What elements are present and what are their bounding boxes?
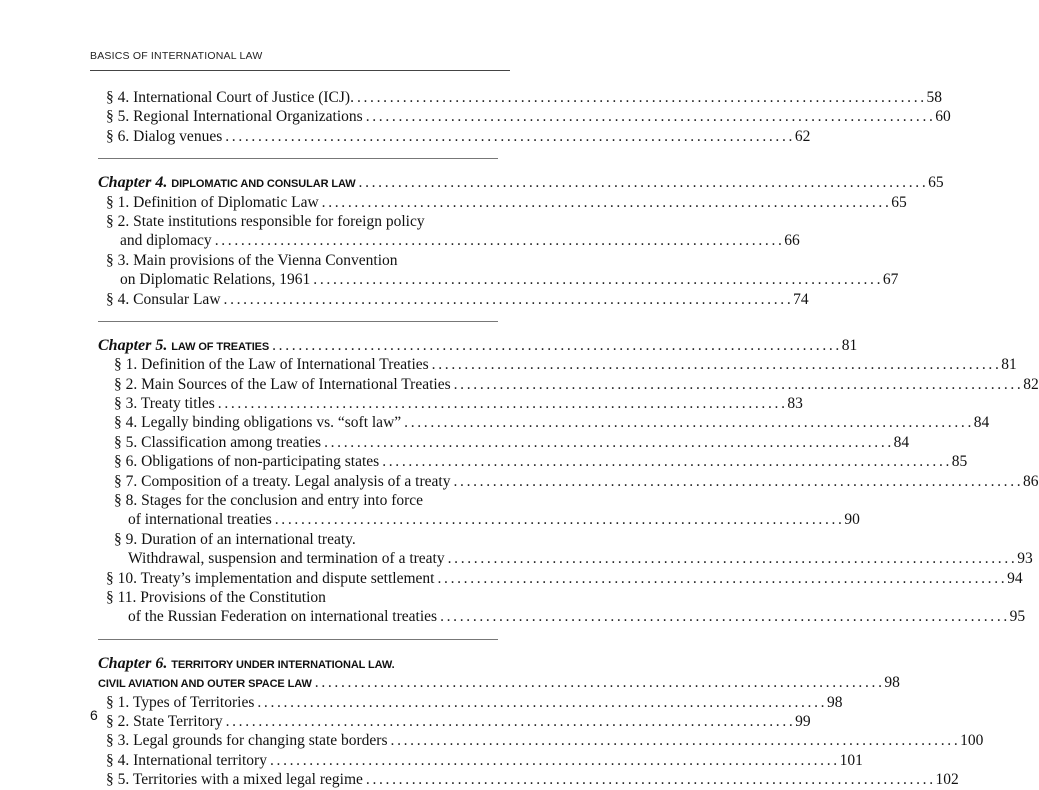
toc-entry[interactable] [98, 549, 1033, 568]
chapter-4-heading[interactable] [98, 173, 944, 192]
toc-entry-page: 101 [839, 751, 863, 769]
toc-leader [454, 375, 1021, 394]
toc-entry[interactable] [98, 88, 943, 107]
toc-entry[interactable] [98, 433, 910, 452]
toc-leader [218, 394, 785, 413]
toc-entry-title: § 4. Consular Law [106, 290, 221, 308]
toc-entry[interactable] [98, 290, 809, 309]
toc-entry-page: 84 [893, 433, 910, 451]
toc-entry[interactable] [98, 693, 843, 712]
toc-leader [226, 712, 793, 731]
toc-entry-line[interactable] [98, 491, 498, 510]
toc-leader [437, 569, 1004, 588]
toc-entry-continuation: of international treaties [128, 511, 272, 529]
toc-entry[interactable] [98, 731, 984, 750]
toc-leader [391, 731, 958, 750]
toc-entry-page: 60 [935, 108, 951, 126]
toc-leader [215, 231, 782, 250]
toc-leader [315, 673, 882, 692]
toc-entry-title: § 4. International Court of Justice (ICJ). [106, 89, 354, 106]
toc-entry-title: § 5. Territories with a mixed legal regime [106, 771, 363, 789]
toc-entry-title: § 10. Treaty’s implementation and dispute settlement [106, 569, 435, 587]
toc-entry-title: § 4. Legally binding obligations vs. “soft law” [114, 414, 402, 432]
toc-entry-continuation: and diplomacy [120, 232, 212, 250]
toc-entry-title: § 3. Treaty titles [114, 395, 215, 413]
toc-leader [440, 607, 1007, 626]
chapter-label: Chapter 5. [98, 336, 168, 354]
toc-entry-title: § 8. Stages for the conclusion and entry into force [114, 492, 424, 510]
toc-entry[interactable] [98, 413, 990, 432]
toc-entry-page: 85 [951, 453, 968, 471]
toc-entry[interactable] [98, 231, 800, 250]
toc-entry[interactable] [98, 127, 811, 146]
toc-entry-page: 81 [1001, 356, 1017, 374]
toc-entry[interactable] [98, 355, 1017, 374]
toc-leader [366, 770, 933, 789]
toc-leader [324, 433, 891, 452]
toc-entry-title: § 9. Duration of an international treaty. [114, 530, 356, 548]
toc-leader [448, 549, 1015, 568]
toc-leader [404, 413, 971, 432]
toc-entry-line[interactable] [98, 588, 498, 607]
toc-entry[interactable] [98, 394, 803, 413]
toc-leader [270, 751, 837, 770]
toc-entry-page: 102 [935, 771, 959, 789]
toc-entry-title: § 2. State institutions responsible for foreign policy [106, 212, 425, 230]
toc-leader [366, 107, 933, 126]
toc-entry-title: § 2. Main Sources of the Law of International Treaties [114, 375, 451, 393]
toc-entry-title: § 2. State Territory [106, 712, 223, 730]
toc-entry-page: 94 [1007, 569, 1023, 587]
chapter-label: Chapter 6. [98, 654, 168, 672]
toc-entry[interactable] [98, 751, 863, 770]
toc-entry-title: § 6. Obligations of non-participating states [114, 453, 380, 471]
header-rule [90, 70, 510, 71]
toc-entry[interactable] [98, 472, 1039, 491]
toc-entry[interactable] [98, 770, 959, 789]
toc-leader [432, 355, 999, 374]
running-head: BASICS OF INTERNATIONAL LAW [90, 50, 263, 62]
section-divider [98, 321, 498, 322]
toc-entry-page: 100 [960, 732, 984, 750]
toc-entry-page: 62 [794, 127, 811, 145]
toc-entry-title: § 7. Composition of a treaty. Legal analysis of a treaty [114, 472, 451, 490]
chapter-page: 98 [884, 674, 900, 692]
toc-leader [382, 452, 949, 471]
toc-entry[interactable] [98, 712, 811, 731]
toc-entry[interactable] [98, 607, 1026, 626]
toc-leader [322, 193, 889, 212]
toc-entry-continuation: of the Russian Federation on international treaties [128, 608, 438, 626]
toc-entry-title: § 11. Provisions of the Constitution [106, 588, 326, 606]
toc-entry-line[interactable] [98, 251, 498, 270]
chapter-title: LAW OF TREATIES [171, 340, 270, 353]
chapter-page: 65 [928, 174, 944, 192]
toc-entry-page: 82 [1023, 375, 1039, 393]
toc-entry-title: § 6. Dialog venues [106, 127, 223, 145]
toc-entry-title: § 3. Legal grounds for changing state borders [106, 732, 388, 750]
chapter-title-continuation: CIVIL AVIATION AND OUTER SPACE LAW [98, 678, 312, 691]
toc-leader [224, 290, 791, 309]
toc-entry-page: 93 [1017, 550, 1033, 568]
toc-entry-page: 86 [1023, 472, 1039, 490]
toc-leader [272, 336, 839, 355]
chapter-6-heading[interactable] [98, 654, 498, 673]
toc-entry[interactable] [98, 569, 1023, 588]
toc-entry[interactable] [98, 510, 860, 529]
toc-entry[interactable] [98, 107, 951, 126]
toc-leader [225, 127, 792, 146]
table-of-contents [98, 88, 1039, 790]
toc-entry-title: § 4. International territory [106, 751, 267, 769]
toc-entry-title: § 1. Definition of Diplomatic Law [106, 193, 319, 211]
toc-leader [357, 88, 924, 107]
toc-entry-title: § 5. Classification among treaties [114, 433, 322, 451]
toc-entry-continuation: on Diplomatic Relations, 1961 [120, 271, 311, 289]
toc-entry-page: 90 [844, 511, 860, 529]
toc-entry-line[interactable] [98, 212, 498, 231]
toc-leader [313, 270, 880, 289]
toc-entry[interactable] [98, 375, 1039, 394]
toc-entry-title: § 5. Regional International Organizations [106, 108, 363, 126]
chapter-page: 81 [841, 336, 858, 354]
toc-leader [257, 693, 824, 712]
toc-entry-continuation: Withdrawal, suspension and termination of a treaty [128, 550, 445, 568]
chapter-label: Chapter 4. [98, 174, 168, 192]
toc-entry-title: § 1. Definition of the Law of International Treaties [114, 356, 429, 374]
toc-entry-page: 58 [926, 89, 943, 106]
toc-entry-line[interactable] [98, 530, 498, 549]
toc-entry-page: 98 [826, 693, 843, 711]
section-divider [98, 639, 498, 640]
toc-entry-page: 84 [973, 414, 990, 432]
toc-leader [275, 510, 842, 529]
toc-entry-page: 99 [795, 712, 811, 730]
chapter-title: DIPLOMATIC AND CONSULAR LAW [171, 178, 356, 191]
toc-leader [359, 173, 926, 192]
chapter-6-heading-line-2[interactable] [98, 673, 900, 692]
toc-entry-page: 83 [787, 395, 803, 413]
toc-entry-page: 95 [1009, 608, 1026, 626]
toc-entry[interactable] [98, 193, 907, 212]
toc-leader [453, 472, 1020, 491]
toc-entry[interactable] [98, 452, 968, 471]
section-divider [98, 158, 498, 159]
toc-entry[interactable] [98, 270, 899, 289]
toc-entry-title: § 1. Types of Territories [106, 693, 255, 711]
chapter-title: TERRITORY UNDER INTERNATIONAL LAW. [171, 658, 395, 671]
page-number: 6 [90, 707, 98, 723]
toc-entry-page: 66 [784, 232, 800, 250]
toc-entry-page: 74 [793, 290, 809, 308]
toc-entry-page: 65 [891, 193, 907, 211]
toc-entry-title: § 3. Main provisions of the Vienna Convention [106, 251, 398, 269]
chapter-5-heading[interactable] [98, 336, 858, 355]
toc-entry-page: 67 [882, 271, 899, 289]
